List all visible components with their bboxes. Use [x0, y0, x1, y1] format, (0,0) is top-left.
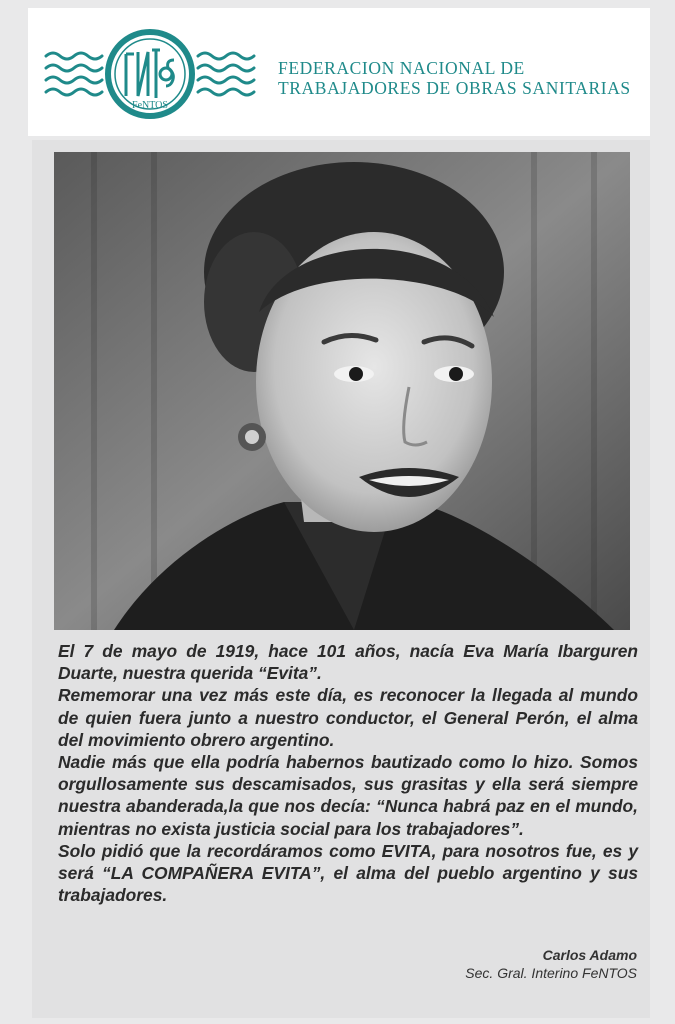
organization-name: [278, 58, 631, 98]
message-paragraph-1: El 7 de mayo de 1919, hace 101 años, nacía Eva María Ibarguren Duarte, nuestra querida “Evita”.: [58, 641, 638, 684]
fentos-logo: [40, 22, 260, 122]
message-paragraph-4: Solo pidió que la recordáramos como EVITA, para nosotros fue, es y será “LA COMPAÑERA EVITA”, el alma del pueblo argentino y sus trabajadores.: [58, 840, 638, 906]
org-name-line2: TRABAJADORES DE OBRAS SANITARIAS: [278, 78, 631, 98]
signature-block: [465, 946, 637, 982]
signature-title: Sec. Gral. Interino FeNTOS: [465, 965, 637, 981]
wave-logo-icon: [40, 22, 260, 122]
message-paragraph-2: Rememorar una vez más este día, es reconocer la llegada al mundo de quien fuera junto a nuestro conductor, el General Perón, el alma del movimiento obrero argentino.: [58, 685, 638, 750]
header-banner: [28, 8, 650, 136]
portrait-photo: [54, 152, 630, 630]
message-paragraph-3: Nadie más que ella podría habernos bautizado como lo hizo. Somos orgullosamente sus descamisados, sus grasitas y ella será siempre nuestra abanderada,la que nos decía: “Nunca habrá paz en el mundo, mientras no exista justicia social para los trabajadores”.: [58, 752, 638, 839]
portrait-photo-icon: [54, 152, 630, 630]
logo-text: FeNTOS: [132, 100, 168, 111]
signature-name: Carlos Adamo: [542, 947, 637, 963]
tribute-message: [58, 640, 638, 906]
org-name-line1: FEDERACION NACIONAL DE: [278, 58, 525, 78]
